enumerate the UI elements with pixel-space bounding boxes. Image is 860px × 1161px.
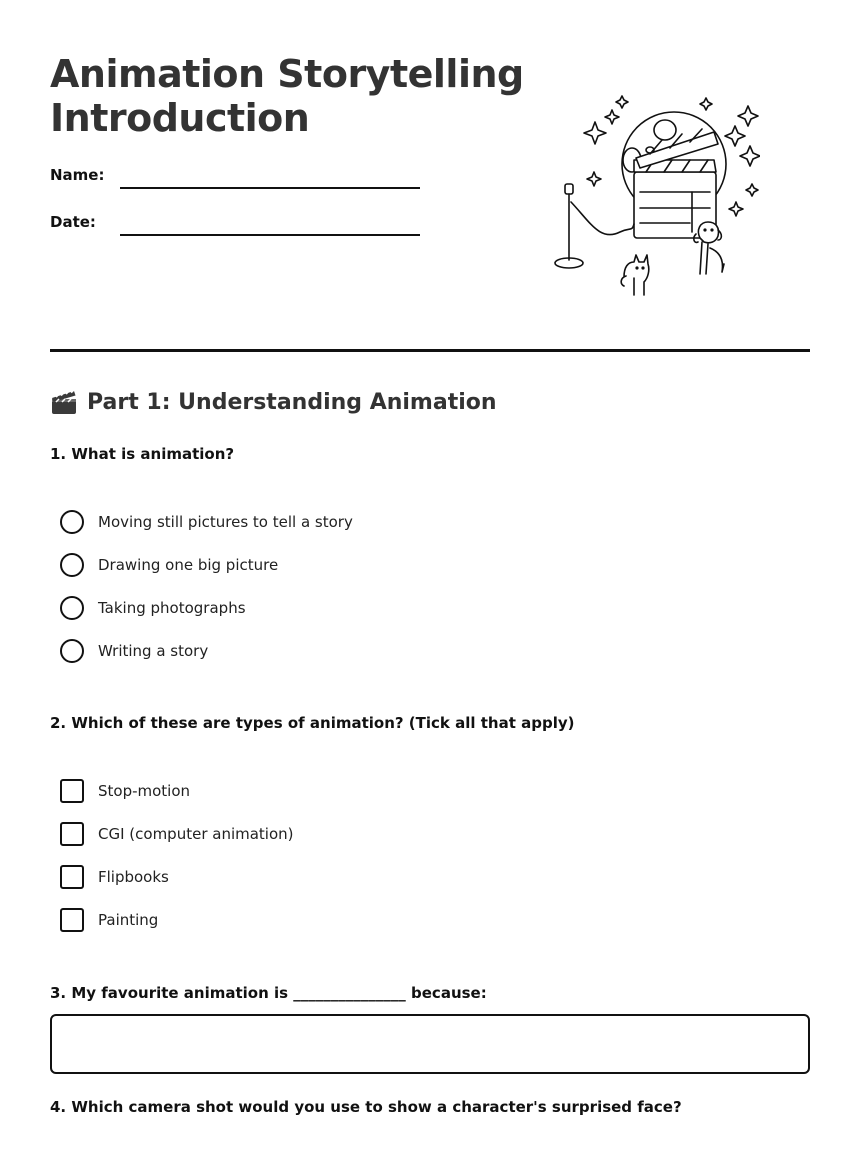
question-3: 3. My favourite animation is _______________ because: [50,984,487,1002]
question-4: 4. Which camera shot would you use to show a character's surprised face? [50,1098,682,1116]
option-label: Writing a story [98,642,209,660]
checkbox[interactable] [60,865,84,889]
radio-button[interactable] [60,510,84,534]
radio-button[interactable] [60,596,84,620]
option-label: Moving still pictures to tell a story [98,513,353,531]
option-label: Stop-motion [98,782,191,800]
q1-option-2[interactable] [60,553,278,577]
checkbox[interactable] [60,779,84,803]
q1-option-1[interactable] [60,510,353,534]
clapperboard-film-reel-illustration [550,92,760,302]
radio-button[interactable] [60,639,84,663]
option-label: CGI (computer animation) [98,825,294,843]
question-2: 2. Which of these are types of animation? (Tick all that apply) [50,714,575,732]
cat-icon [621,255,649,295]
option-label: Drawing one big picture [98,556,279,574]
header-divider [50,349,810,352]
q2-option-1[interactable] [60,779,190,803]
date-field[interactable] [120,234,420,236]
clapper-board-icon [50,388,78,416]
option-label: Painting [98,911,159,929]
worksheet-title [50,52,524,140]
name-label: Name: [50,166,105,184]
q1-option-3[interactable] [60,596,246,620]
option-label: Flipbooks [98,868,169,886]
q3-answer-box[interactable] [50,1014,810,1074]
q1-option-4[interactable] [60,639,208,663]
checkbox[interactable] [60,908,84,932]
date-label: Date: [50,213,96,231]
q2-option-3[interactable] [60,865,169,889]
microphone-stand-icon [555,184,634,268]
radio-button[interactable] [60,553,84,577]
option-label: Taking photographs [98,599,246,617]
section-title-part-1 [50,388,497,416]
name-field[interactable] [120,187,420,189]
section-title-text: Part 1: Understanding Animation [87,389,497,415]
checkbox[interactable] [60,822,84,846]
dog-icon [694,222,724,274]
q2-option-4[interactable] [60,908,158,932]
q2-option-2[interactable] [60,822,294,846]
question-1: 1. What is animation? [50,445,235,463]
title-line-2: Introduction [50,96,310,140]
title-line-1: Animation Storytelling [50,52,524,96]
